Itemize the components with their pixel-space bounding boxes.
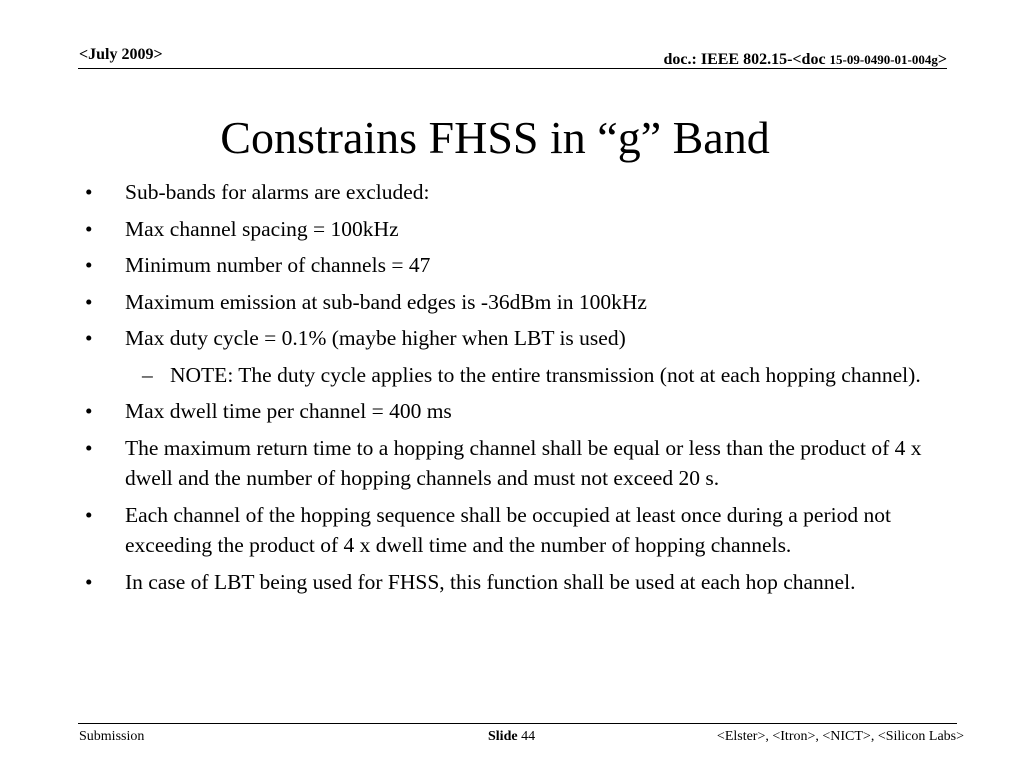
bullet-text: Maximum emission at sub-band edges is -36dBm in 100kHz	[125, 289, 647, 314]
footer-slide-number	[488, 729, 535, 745]
footer-divider	[78, 723, 957, 724]
header-doc-prefix: doc.: IEEE 802.15-<doc	[663, 51, 826, 68]
bullet-text: Minimum number of channels = 47	[125, 253, 431, 277]
bullet-marker: •	[85, 289, 93, 314]
bullet-text: Max dwell time per channel = 400 ms	[125, 399, 452, 423]
bullet-item	[84, 214, 944, 245]
bullet-marker: •	[85, 253, 93, 277]
footer-submission: Submission	[79, 729, 145, 744]
bullet-item	[84, 396, 944, 427]
bullet-text: Max duty cycle = 0.1% (maybe higher when LBT is used)	[125, 326, 626, 350]
header-divider	[78, 68, 947, 69]
footer-slide-label: Slide	[488, 729, 518, 744]
bullet-item	[84, 287, 944, 318]
bullet-item	[84, 500, 944, 561]
slide-title: Constrains FHSS in “g” Band	[220, 112, 770, 163]
bullet-text: Each channel of the hopping sequence shall be occupied at least once during a period not exceeding the product of 4 x dwell time and the number of hopping channels.	[125, 502, 891, 557]
bullet-marker: •	[85, 326, 93, 350]
bullet-item	[84, 177, 944, 208]
footer-authors: <Elster>, <Itron>, <NICT>, <Silicon Labs>	[716, 729, 964, 744]
bullet-marker: •	[85, 435, 93, 460]
bullet-marker: •	[85, 399, 93, 423]
bullet-text: In case of LBT being used for FHSS, this function shall be used at each hop channel.	[125, 569, 856, 594]
bullet-text: The maximum return time to a hopping channel shall be equal or less than the product of 4 x dwell and the number of hopping channels and must not exceed 20 s.	[125, 435, 922, 490]
sub-bullet-item	[84, 360, 944, 391]
header-doc-id	[664, 51, 947, 69]
header-date: <July 2009>	[79, 46, 163, 63]
bullet-marker: •	[85, 569, 93, 594]
bullet-marker: •	[85, 180, 93, 204]
bullet-item	[84, 250, 944, 281]
bullet-marker: •	[85, 502, 93, 527]
sub-bullet-text: NOTE: The duty cycle applies to the entire transmission (not at each hopping channel).	[170, 362, 921, 387]
bullet-item	[84, 323, 944, 354]
header-doc-number: 15-09-0490-01-004g	[829, 52, 938, 67]
sub-bullet-marker: –	[142, 362, 153, 387]
bullet-text: Sub-bands for alarms are excluded:	[125, 180, 430, 204]
bullet-item	[84, 433, 944, 494]
header-doc-suffix: >	[937, 51, 947, 68]
footer-slide-value: 44	[521, 729, 536, 744]
bullet-marker: •	[85, 216, 93, 241]
bullet-item	[84, 567, 944, 598]
bullet-text: Max channel spacing = 100kHz	[125, 216, 399, 241]
slide-body	[84, 177, 944, 603]
